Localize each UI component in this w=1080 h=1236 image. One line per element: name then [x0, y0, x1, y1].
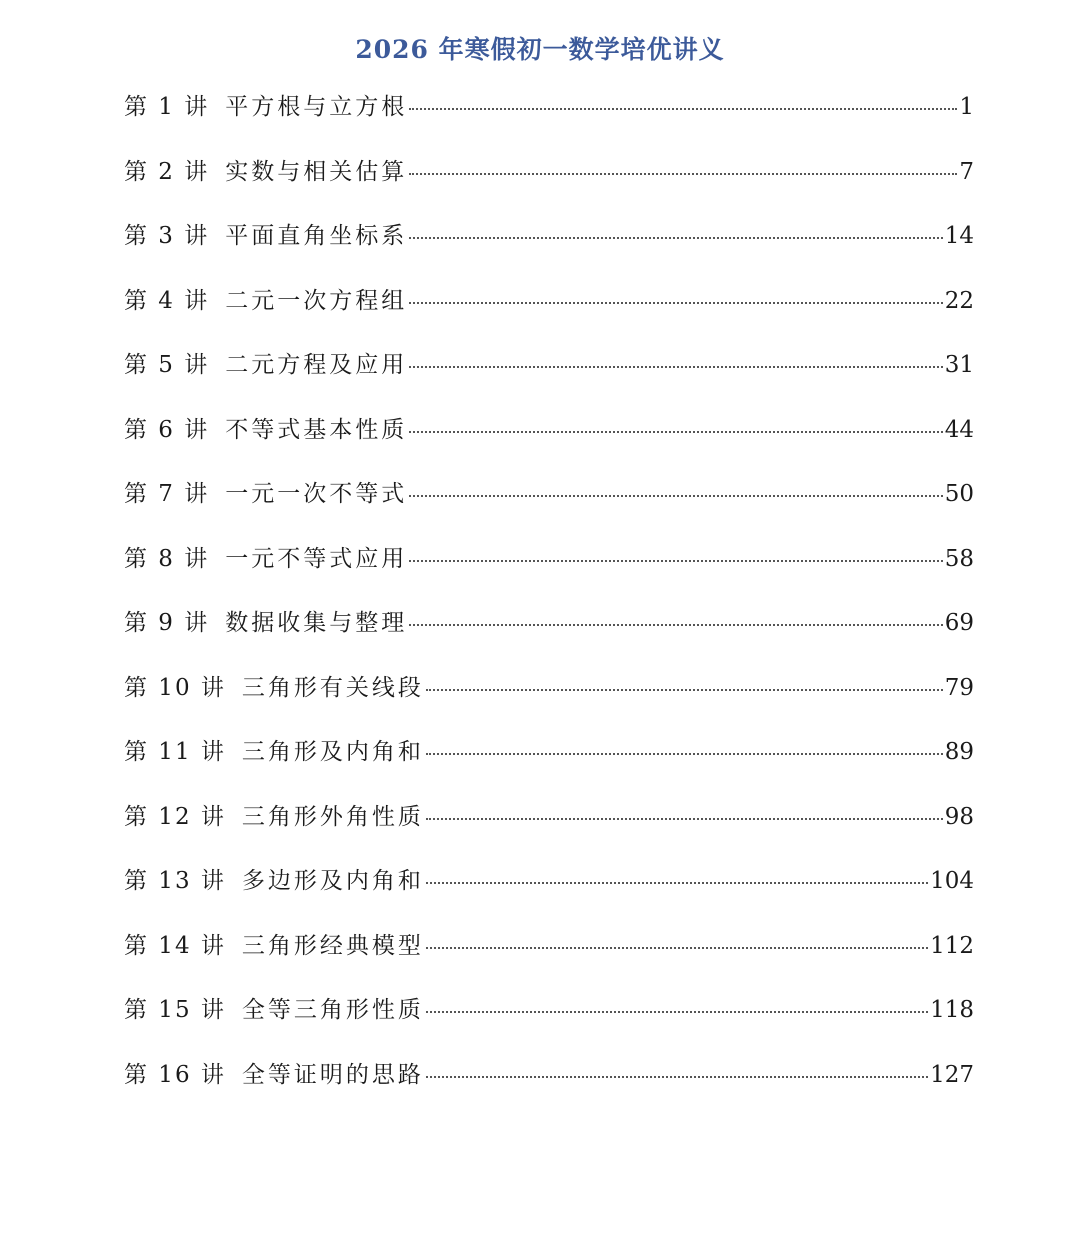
toc-lecture-number: 第 10 讲 — [124, 674, 226, 701]
toc-entry[interactable] — [124, 213, 974, 278]
toc-dot-leader — [409, 173, 957, 175]
toc-entry[interactable] — [124, 729, 974, 794]
toc-entry[interactable] — [124, 84, 974, 149]
toc-page-number: 14 — [944, 223, 974, 249]
toc-dot-leader — [409, 302, 942, 304]
toc-page-number: 112 — [930, 932, 974, 959]
toc-dot-leader — [409, 366, 942, 368]
toc-lecture-title: 多边形及内角和 — [241, 868, 424, 894]
toc-lecture-number: 第 15 讲 — [124, 997, 226, 1023]
toc-dot-leader — [409, 560, 942, 562]
toc-lecture-title: 三角形有关线段 — [241, 674, 424, 701]
toc-lecture-title: 三角形及内角和 — [241, 739, 424, 765]
toc-dot-leader — [409, 237, 942, 239]
toc-entry[interactable] — [124, 794, 974, 859]
toc-page-number: 89 — [944, 739, 974, 765]
toc-lecture-number: 第 16 讲 — [124, 1061, 226, 1088]
toc-dot-leader — [426, 882, 928, 884]
toc-lecture-title: 三角形经典模型 — [241, 932, 424, 959]
table-of-contents — [124, 84, 974, 1116]
toc-entry[interactable] — [124, 536, 974, 601]
toc-entry[interactable] — [124, 1052, 974, 1117]
toc-lecture-title: 一元不等式应用 — [225, 545, 408, 572]
toc-entry[interactable] — [124, 278, 974, 343]
toc-lecture-number: 第 13 讲 — [124, 868, 226, 894]
toc-dot-leader — [426, 1076, 928, 1078]
toc-lecture-title: 二元一次方程组 — [225, 287, 408, 314]
toc-dot-leader — [409, 624, 942, 626]
toc-page-number: 118 — [930, 997, 974, 1023]
toc-dot-leader — [426, 753, 943, 755]
toc-lecture-title: 实数与相关估算 — [225, 158, 408, 185]
toc-lecture-number: 第 8 讲 — [124, 545, 210, 572]
toc-entry[interactable] — [124, 858, 974, 923]
toc-page-number: 79 — [944, 674, 974, 701]
toc-page-number: 31 — [944, 352, 974, 378]
toc-lecture-title: 二元方程及应用 — [225, 352, 408, 378]
toc-page-number: 104 — [930, 868, 974, 894]
toc-page-number: 22 — [944, 287, 974, 314]
toc-page-number: 7 — [959, 158, 974, 185]
toc-dot-leader — [426, 689, 943, 691]
toc-lecture-number: 第 6 讲 — [124, 416, 210, 443]
document-title: 2026 年寒假初一数学培优讲义 — [355, 35, 725, 64]
toc-lecture-number: 第 14 讲 — [124, 932, 226, 959]
toc-lecture-number: 第 1 讲 — [124, 94, 210, 120]
toc-dot-leader — [426, 1011, 928, 1013]
toc-entry[interactable] — [124, 665, 974, 730]
toc-lecture-title: 全等三角形性质 — [241, 997, 424, 1023]
toc-lecture-number: 第 5 讲 — [124, 352, 210, 378]
toc-page-number: 69 — [944, 610, 974, 636]
toc-lecture-number: 第 7 讲 — [124, 481, 210, 507]
toc-dot-leader — [409, 495, 942, 497]
toc-entry[interactable] — [124, 987, 974, 1052]
toc-page-number: 127 — [930, 1061, 974, 1088]
toc-entry[interactable] — [124, 407, 974, 472]
toc-lecture-number: 第 11 讲 — [124, 739, 226, 765]
toc-page-number: 50 — [944, 481, 974, 507]
toc-lecture-number: 第 2 讲 — [124, 158, 210, 185]
toc-lecture-title: 不等式基本性质 — [225, 416, 408, 443]
toc-page-number: 98 — [944, 803, 974, 830]
toc-lecture-number: 第 9 讲 — [124, 610, 210, 636]
toc-dot-leader — [409, 108, 957, 110]
toc-lecture-title: 全等证明的思路 — [241, 1061, 424, 1088]
toc-dot-leader — [426, 818, 943, 820]
toc-entry[interactable] — [124, 600, 974, 665]
toc-lecture-title: 数据收集与整理 — [225, 610, 408, 636]
toc-lecture-title: 三角形外角性质 — [241, 803, 424, 830]
toc-page-number: 1 — [959, 94, 974, 120]
toc-lecture-number: 第 4 讲 — [124, 287, 210, 314]
toc-dot-leader — [426, 947, 928, 949]
toc-entry[interactable] — [124, 471, 974, 536]
toc-entry[interactable] — [124, 342, 974, 407]
toc-page-number: 58 — [944, 545, 974, 572]
toc-entry[interactable] — [124, 149, 974, 214]
toc-lecture-title: 平方根与立方根 — [225, 94, 408, 120]
toc-page-number: 44 — [944, 416, 974, 443]
toc-lecture-number: 第 12 讲 — [124, 803, 226, 830]
toc-dot-leader — [409, 431, 942, 433]
toc-lecture-number: 第 3 讲 — [124, 223, 210, 249]
toc-lecture-title: 一元一次不等式 — [225, 481, 408, 507]
toc-lecture-title: 平面直角坐标系 — [225, 223, 408, 249]
toc-entry[interactable] — [124, 923, 974, 988]
